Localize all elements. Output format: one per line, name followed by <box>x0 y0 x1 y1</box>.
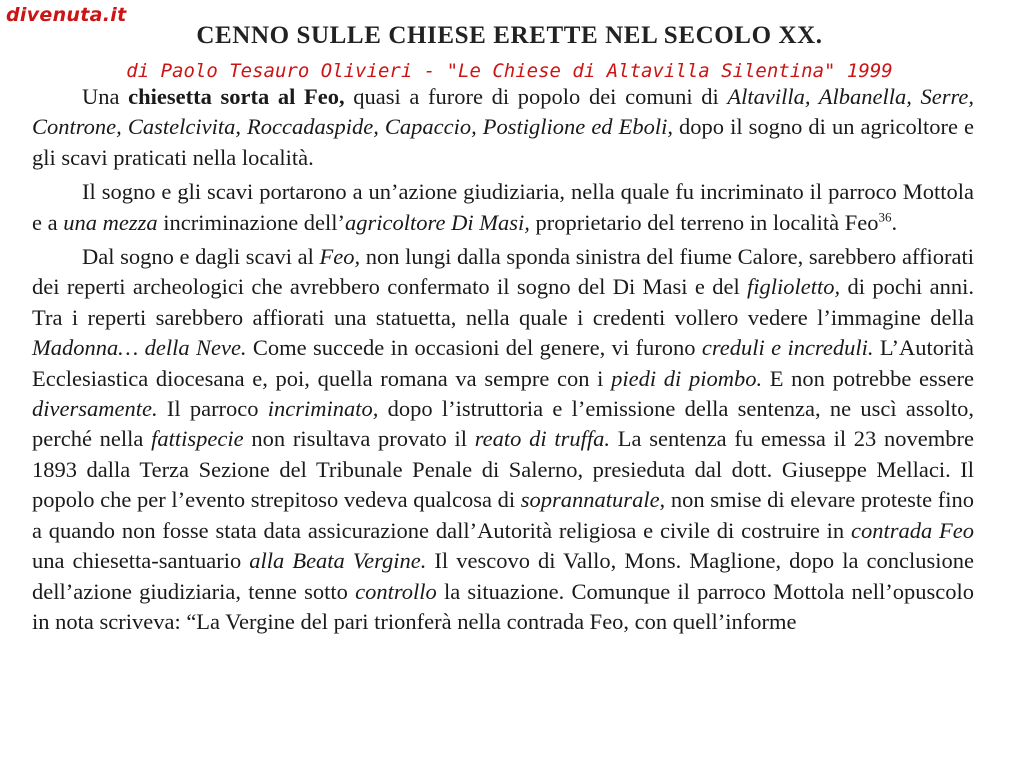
text-run: Il vescovo di Vallo, Mons. Maglione, dopo la conclusione dell’azione giudiziaria, tenne sotto <box>32 548 974 604</box>
text-run: dopo il sogno di un agricoltore e gli scavi praticati nella località. <box>32 114 974 170</box>
text-run: Come succede in occasioni del genere, vi furono <box>246 335 702 361</box>
text-run: diversamente. <box>32 396 158 422</box>
text-run: piedi di piombo. <box>611 365 763 391</box>
document-body <box>32 82 974 637</box>
text-run: Feo, <box>319 244 361 270</box>
paragraph <box>32 82 974 173</box>
paragraph <box>32 177 974 238</box>
text-run: La sentenza fu emessa il 23 novembre 1893 dalla Terza Sezione del Tribunale Penale di Salerno, presieduta dal dott. Giuseppe Mellaci. Il popolo che per l’evento strepitoso vedeva qualcosa di <box>32 426 974 513</box>
text-run: L’Autorità Ecclesiastica diocesana e, poi, quella romana va sempre con i <box>32 335 974 391</box>
text-run: quasi a furore di popolo dei comuni di <box>344 84 728 109</box>
text-run: non smise di elevare proteste fino a quando non fosse stata data assicurazione dall’Autorità religiosa e civile di costruire in <box>32 487 974 543</box>
text-run: soprannaturale, <box>520 487 666 513</box>
text-run: Il sogno e gli scavi portarono a un’azione giudiziaria, nella quale fu incriminato il parroco Mottola e a <box>32 179 974 235</box>
text-run: una chiesetta-santuario <box>32 548 250 574</box>
text-run: non lungi dalla sponda sinistra del fiume Calore, sarebbero affiorati dei reperti archeologici che avrebbero confermato il sogno del Di Masi e del <box>32 244 974 300</box>
document-title: CENNO SULLE CHIESE ERETTE NEL SECOLO XX. <box>196 22 823 49</box>
text-run: figlioletto, <box>747 274 841 300</box>
text-run: Dal sogno e dagli scavi al <box>82 244 320 270</box>
text-run: una mezza <box>63 209 158 235</box>
text-run: dopo l’istruttoria e l’emissione della sentenza, ne uscì assolto, perché nella <box>32 396 975 452</box>
text-run: agricoltore Di Masi, <box>345 209 530 235</box>
text-run: incriminato, <box>267 396 379 422</box>
text-run: E non potrebbe essere <box>762 365 974 391</box>
text-run: fattispecie <box>151 426 244 452</box>
site-watermark: divenuta.it <box>6 4 127 26</box>
text-run: controllo <box>355 578 437 604</box>
text-run: Madonna… della Neve. <box>32 335 247 361</box>
text-run: non risultava provato il <box>243 426 475 452</box>
text-run: la situazione. Comunque il parroco Mottola nell’opuscolo in nota scriveva: “La Vergine del pari trionferà nella contrada Feo, con quell’informe <box>32 578 974 634</box>
text-run: chiesetta sorta al Feo, <box>128 84 345 109</box>
text-run: proprietario del terreno in località Feo <box>529 209 879 235</box>
paragraph <box>32 242 974 637</box>
text-run: reato di truffa. <box>474 426 611 452</box>
text-run: alla Beata Vergine. <box>249 548 427 574</box>
text-run: Una <box>82 84 129 109</box>
footnote-ref: 36 <box>878 209 892 225</box>
text-run: Il parroco <box>157 396 268 422</box>
text-run: contrada Feo <box>850 517 974 543</box>
text-run: incriminazione dell’ <box>157 209 346 235</box>
text-run: . <box>891 209 898 235</box>
text-run: creduli e increduli. <box>701 335 874 361</box>
author-byline: di Paolo Tesauro Olivieri - "Le Chiese di Altavilla Silentina" 1999 <box>126 60 893 82</box>
text-run: di pochi anni. Tra i reperti sarebbero affiorati una statuetta, nella quale i credenti vollero vedere l’immagine della <box>32 274 974 330</box>
text-run: Altavilla, Albanella, Serre, Controne, Castelcivita, Roccadaspide, Capaccio, Postiglione ed Eboli, <box>32 84 975 140</box>
